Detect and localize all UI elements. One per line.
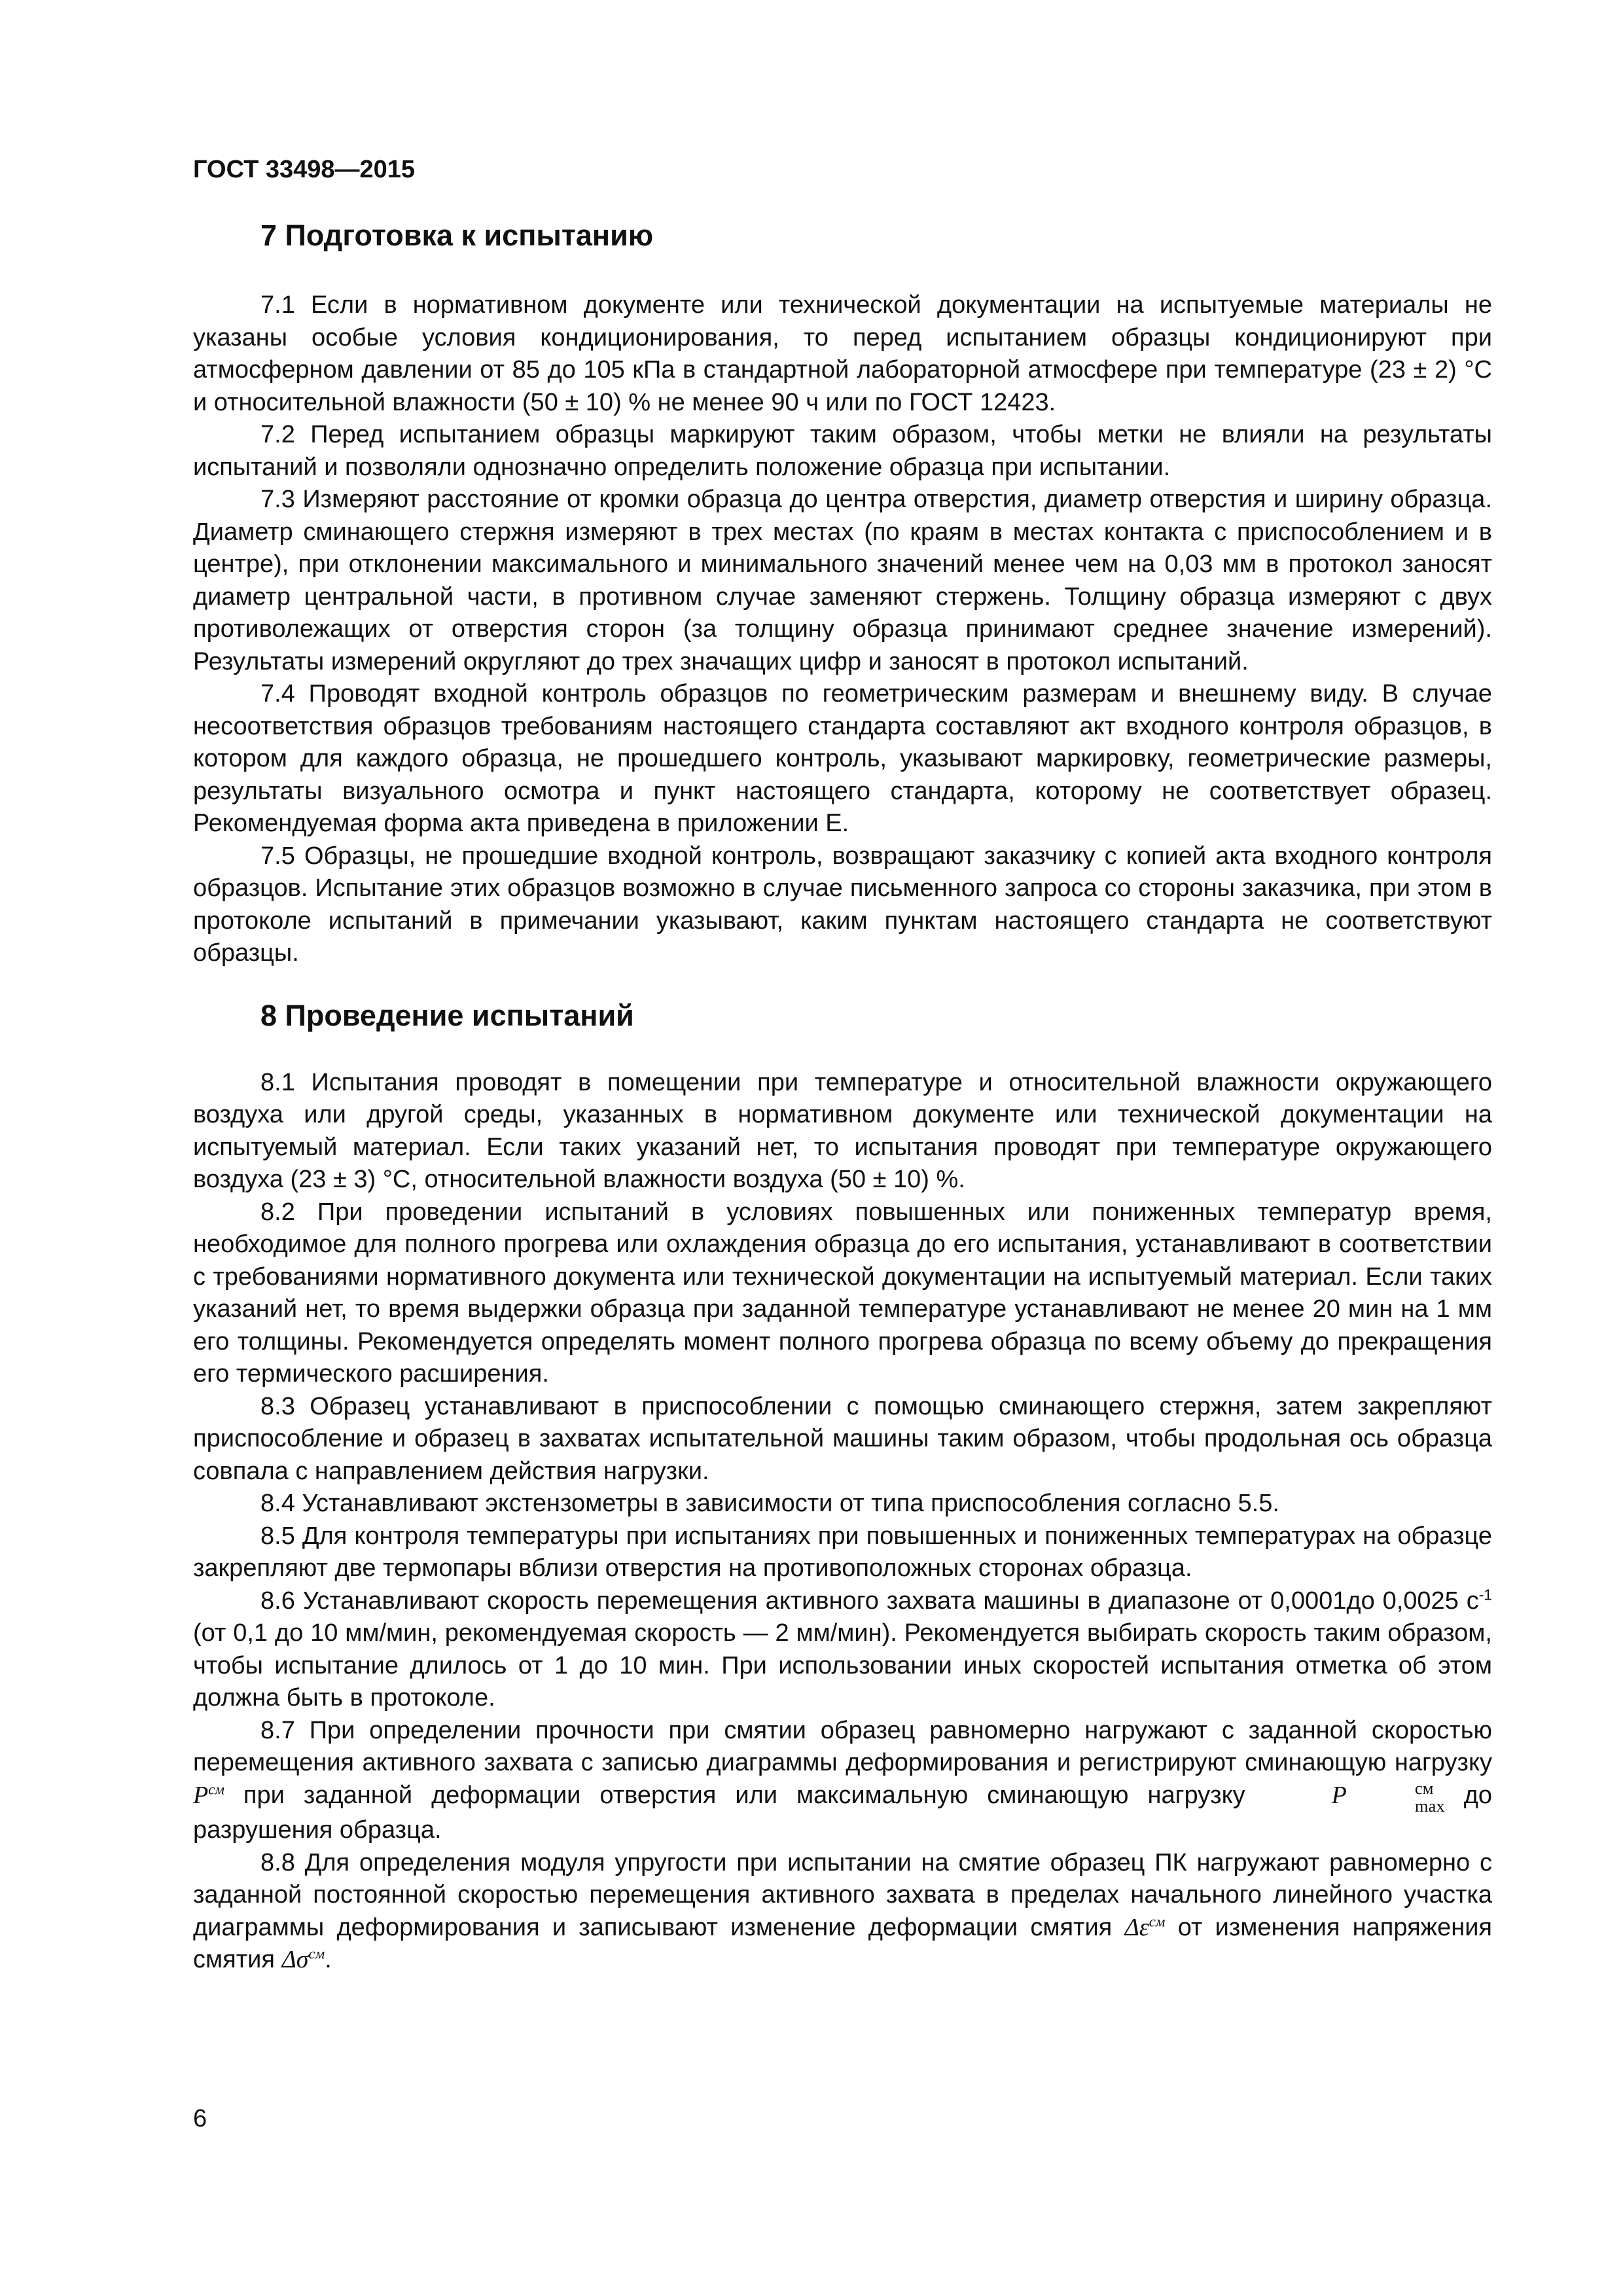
section-title-8: 8 Проведение испытаний — [260, 998, 634, 1032]
stress-change-symbol: $\Delta\sigma^{см}$ — [281, 1945, 325, 1974]
crushing-load-symbol: $P^{см}$ — [193, 1780, 224, 1809]
page-number: 6 — [193, 2105, 207, 2132]
paragraph-7-3: 7.3 Измеряют расстояние от кромки образца до центра отверстия, диаметр отверстия и ширину образца. Диаметр сминающего стержня измеряют в трех местах (по краям в местах контакта с приспособлением и в центре), при отклонении максимального и минимального значений менее чем на 0,03 мм в протокол заносят диаметр центральной части, в противном случае заменяют стержень. Толщину образца измеряют с двух противолежащих от отверстия сторон (за толщину образца принимают среднее значение измерений). Результаты измерений округляют до трех значащих цифр и заносят в протокол испытаний. — [193, 486, 1492, 675]
paragraph-8-7-text-b: при заданной деформации отверстия или максимальную сминающую нагрузку — [224, 1781, 1264, 1809]
paragraph-7-1: 7.1 Если в нормативном документе или технической документации на испытуемые материалы не указаны особые условия кондиционирования, то перед испытанием образцы кондиционируют при атмосферном давлении от 85 до 105 кПа в стандартной лабораторной атмосфере при температуре (23 ± 2) °С и относительной влажности (50 ± 10) % не менее 90 ч или по ГОСТ 12423. — [193, 291, 1492, 416]
paragraph-8-8-text-c: . — [325, 1946, 332, 1974]
paragraph-8-7 — [193, 1715, 1492, 1847]
paragraph-8-8-text-b: от изменения напряжения смятия — [193, 1913, 1493, 1974]
paragraph-8-6 — [193, 1585, 1492, 1715]
paragraph-8-7-text-c: до разрушения образца. — [193, 1781, 1492, 1844]
max-crushing-load-symbol: P см max — [1331, 1778, 1445, 1816]
paragraph-8-1: 8.1 Испытания проводят в помещении при температуре и относительной влажности окружающего воздуха или другой среды, указанных в нормативном документе или технической документации на испытуемый материал. Если таких указаний нет, то испытания проводят при температуре окружающего воздуха (23 ± 3) °С, относительной влажности воздуха (50 ± 10) %. — [193, 1068, 1492, 1193]
paragraph-8-4: 8.4 Устанавливают экстензометры в зависимости от типа приспособления согласно 5.5. — [260, 1490, 1279, 1517]
page-content — [193, 216, 1492, 1977]
paragraph-8-6-text-b: (от 0,1 до 10 мм/мин, рекомендуемая скорость — 2 мм/мин). Рекомендуется выбирать скорость таким образом, чтобы испытание длилось от 1 до 10 мин. При использовании иных скоростей испытания отметка об этом должна быть в протоколе. — [193, 1619, 1492, 1712]
paragraph-7-2: 7.2 Перед испытанием образцы маркируют таким образом, чтобы метки не влияли на результаты испытаний и позволяли однозначно определить положение образца при испытании. — [193, 421, 1492, 481]
paragraph-7-5: 7.5 Образцы, не прошедшие входной контроль, возвращают заказчику с копией акта входного контроля образцов. Испытание этих образцов возможно в случае письменного запроса со стороны заказчика, при этом в протоколе испытаний в примечании указывают, каким пунктам настоящего стандарта не соответствуют образцы. — [193, 842, 1492, 967]
paragraph-8-2: 8.2 При проведении испытаний в условиях повышенных или пониженных температур время, необходимое для полного прогрева или охлаждения образца до его испытания, устанавливают в соответствии с требованиями нормативного документа или технической документации на испытуемый материал. Если таких указаний нет, то время выдержки образца при заданной температуре устанавливают не менее 20 мин на 1 мм его толщины. Рекомендуется определять момент полного прогрева образца по всему объему до прекращения его термического расширения. — [193, 1198, 1492, 1388]
section-title-7: 7 Подготовка к испытанию — [260, 219, 654, 252]
paragraph-7-4: 7.4 Проводят входной контроль образцов по геометрическим размерам и внешнему виду. В случае несоответствия образцов требованиям настоящего стандарта составляют акт входного контроля образцов, в котором для каждого образца, не прошедшего контроль, указывают маркировку, геометрические размеры, результаты визуального осмотра и пункт настоящего стандарта, которому не соответствует образец. Рекомендуемая форма акта приведена в приложении Е. — [193, 680, 1492, 837]
paragraph-8-6-text-a: 8.6 Устанавливают скорость перемещения активного захвата машины в диапазоне от 0,0001до 0,0025 с — [260, 1587, 1479, 1615]
paragraph-8-7-text-a: 8.7 При определении прочности при смятии образец равномерно нагружают с заданной скоростью перемещения активного захвата с записью диаграммы деформирования и регистрируют сминающую нагрузку — [193, 1716, 1492, 1776]
paragraph-8-8-text-a: 8.8 Для определения модуля упругости при испытании на смятие образец ПК нагружают равномерно с заданной постоянной скоростью перемещения активного захвата в пределах начального линейного участка диаграммы деформирования и записывают изменение деформации смятия — [193, 1848, 1492, 1941]
per-second-exponent: -1 — [1478, 1585, 1492, 1603]
strain-change-symbol: $\Delta\varepsilon^{см}$ — [1124, 1913, 1166, 1941]
paragraph-8-8 — [193, 1847, 1492, 1977]
paragraph-8-5: 8.5 Для контроля температуры при испытаниях при повышенных и пониженных температурах на образце закрепляют две термопары вблизи отверстия на противоположных сторонах образца. — [193, 1522, 1492, 1582]
document-id: ГОСТ 33498—2015 — [193, 156, 416, 183]
paragraph-8-3: 8.3 Образец устанавливают в приспособлении с помощью сминающего стержня, затем закрепляют приспособление и образец в захватах испытательной машины таким образом, чтобы продольная ось образца совпала с направлением действия нагрузки. — [193, 1392, 1492, 1485]
